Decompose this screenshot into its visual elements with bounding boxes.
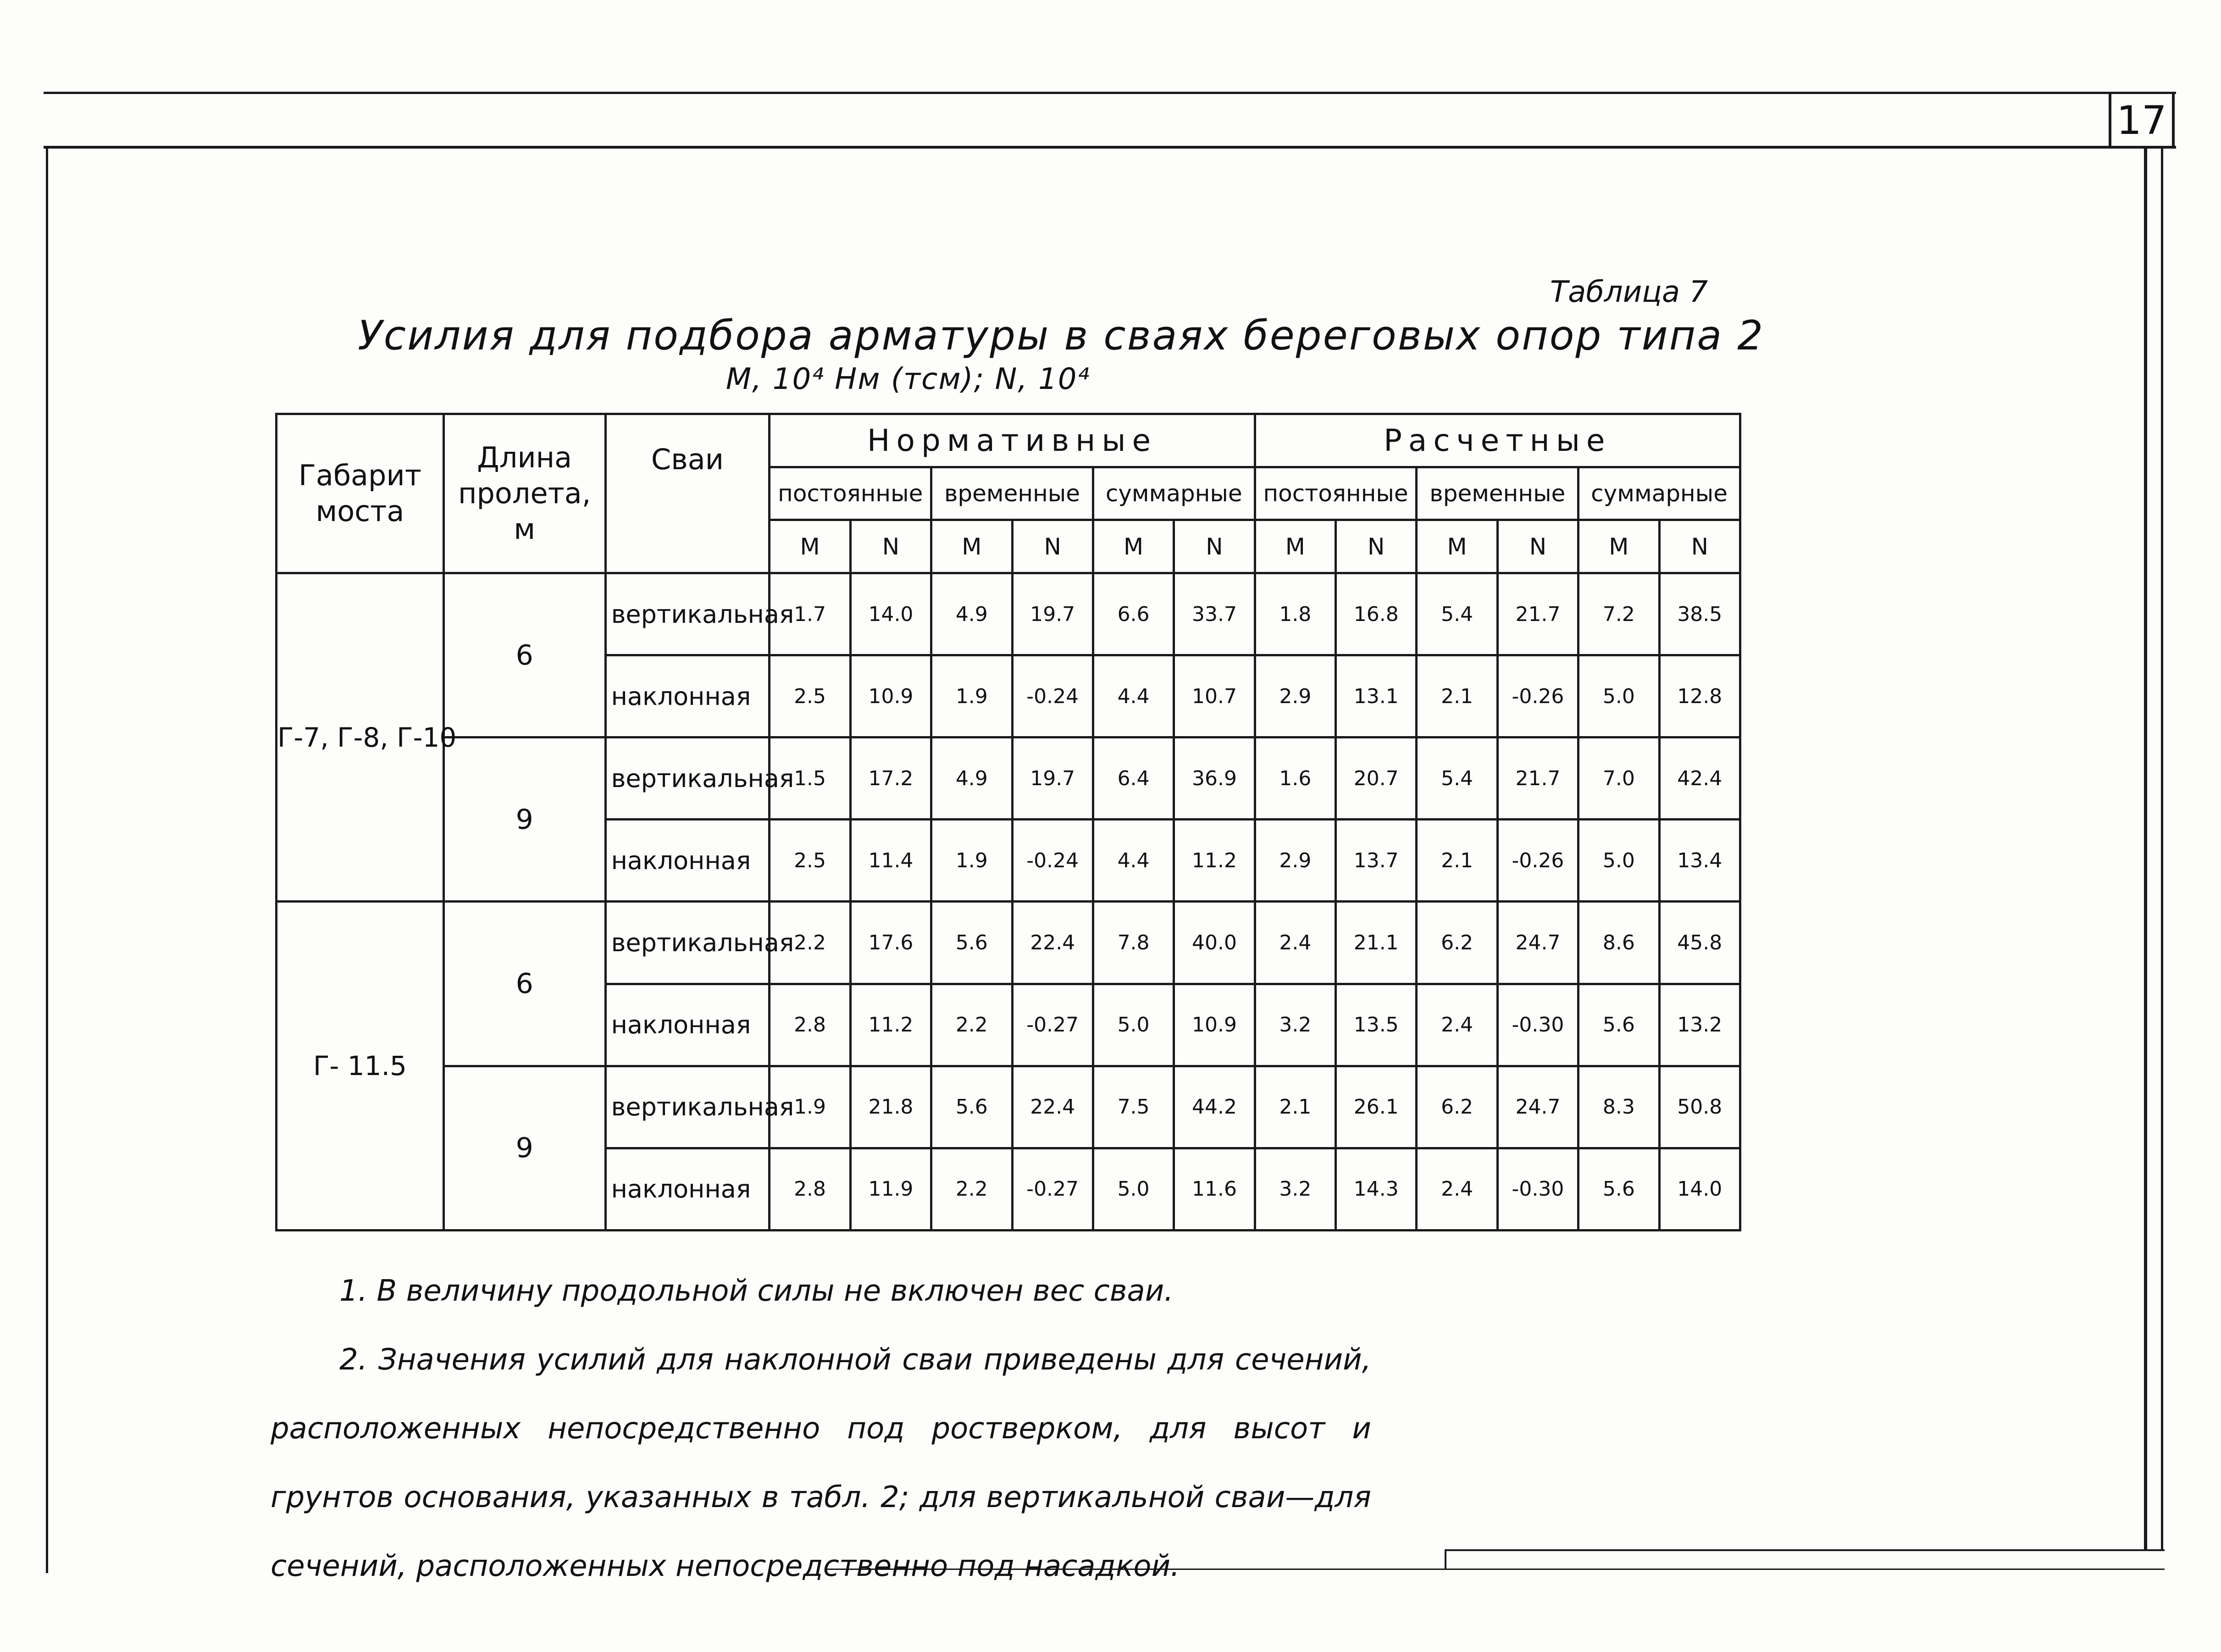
cell-value: 6.6: [1093, 573, 1174, 655]
cell-value: 6.2: [1417, 902, 1497, 984]
table-title: Усилия для подбора арматуры в сваях береговых опор типа 2: [358, 312, 1765, 359]
cell-value: 40.0: [1174, 902, 1255, 984]
cell-value: 5.6: [1579, 1148, 1659, 1230]
cell-value: 36.9: [1174, 737, 1255, 820]
frame-right-outer-border: [2161, 147, 2163, 1550]
cell-span-length: 9: [443, 737, 605, 902]
cell-value: 2.5: [770, 655, 850, 737]
note-2: 2. Значения усилий для наклонной сваи приведены для сечений, расположенных непосредственно под ростверком, для высот и грунтов основания, указанных в табл. 2; для вертикальной сваи—для сечений, расположенных непосредственно под насадкой.: [271, 1343, 1371, 1583]
cell-value: 5.6: [931, 1066, 1012, 1148]
header-n: N: [1174, 520, 1255, 573]
cell-value: 2.4: [1417, 1148, 1497, 1230]
cell-value: 17.2: [850, 737, 931, 820]
cell-value: 5.0: [1579, 820, 1659, 902]
frame-right-border: [2144, 147, 2147, 1550]
header-n: N: [1012, 520, 1093, 573]
cell-value: 42.4: [1659, 737, 1740, 820]
page-number: 17: [2116, 98, 2167, 144]
cell-value: 12.8: [1659, 655, 1740, 737]
cell-value: 1.7: [770, 573, 850, 655]
cell-pile-type: наклонная: [605, 984, 770, 1066]
cell-value: 1.9: [770, 1066, 850, 1148]
cell-span-length: 9: [443, 1066, 605, 1230]
cell-value: 13.1: [1336, 655, 1417, 737]
cell-pile-type: вертикальная: [605, 1066, 770, 1148]
cell-value: 5.0: [1093, 1148, 1174, 1230]
cell-value: 1.9: [931, 655, 1012, 737]
page-number-box-right: [2172, 94, 2175, 146]
notes: [271, 1257, 1371, 1601]
cell-value: 11.4: [850, 820, 931, 902]
cell-value: 4.4: [1093, 820, 1174, 902]
cell-value: 2.9: [1255, 655, 1335, 737]
cell-value: 7.8: [1093, 902, 1174, 984]
cell-bridge-size: Г- 11.5: [277, 902, 444, 1231]
title-block-top: [1445, 1549, 2165, 1551]
cell-value: 4.4: [1093, 655, 1174, 737]
cell-pile-type: вертикальная: [605, 902, 770, 984]
cell-value: 7.5: [1093, 1066, 1174, 1148]
cell-pile-type: вертикальная: [605, 573, 770, 655]
cell-value: 2.1: [1255, 1066, 1335, 1148]
header-design-permanent: постоянные: [1255, 467, 1417, 520]
cell-value: 10.9: [850, 655, 931, 737]
cell-value: 6.2: [1417, 1066, 1497, 1148]
header-design-temporary: временные: [1417, 467, 1579, 520]
cell-value: 4.9: [931, 573, 1012, 655]
header-m: M: [770, 520, 850, 573]
frame-left-border: [46, 147, 48, 1573]
cell-value: 38.5: [1659, 573, 1740, 655]
table-row: [277, 573, 1740, 655]
forces-table-body: [277, 414, 1740, 1231]
cell-value: 24.7: [1497, 1066, 1578, 1148]
cell-value: 50.8: [1659, 1066, 1740, 1148]
table-row: [277, 737, 1740, 820]
cell-value: 2.5: [770, 820, 850, 902]
header-span: Длина пролета, м: [443, 414, 605, 573]
cell-value: 5.4: [1417, 573, 1497, 655]
header-n: N: [1497, 520, 1578, 573]
cell-value: 3.2: [1255, 984, 1335, 1066]
cell-value: 2.2: [770, 902, 850, 984]
cell-value: 10.7: [1174, 655, 1255, 737]
cell-value: 45.8: [1659, 902, 1740, 984]
cell-value: 13.5: [1336, 984, 1417, 1066]
cell-span-length: 6: [443, 902, 605, 1066]
cell-value: 7.0: [1579, 737, 1659, 820]
cell-value: 2.8: [770, 984, 850, 1066]
header-m: M: [1417, 520, 1497, 573]
header-piles: Сваи: [605, 414, 770, 573]
cell-value: 1.6: [1255, 737, 1335, 820]
cell-value: 1.5: [770, 737, 850, 820]
cell-value: 21.7: [1497, 737, 1578, 820]
cell-value: -0.30: [1497, 1148, 1578, 1230]
cell-value: 22.4: [1012, 1066, 1093, 1148]
header-n: N: [850, 520, 931, 573]
units-line: M, 10⁴ Нм (тсм); N, 10⁴: [726, 362, 1091, 396]
cell-pile-type: наклонная: [605, 655, 770, 737]
cell-value: 22.4: [1012, 902, 1093, 984]
cell-value: 8.3: [1579, 1066, 1659, 1148]
cell-value: 2.2: [931, 984, 1012, 1066]
cell-value: 2.2: [931, 1148, 1012, 1230]
cell-value: 5.4: [1417, 737, 1497, 820]
cell-bridge-size: Г-7, Г-8, Г-10: [277, 573, 444, 902]
cell-value: 14.0: [1659, 1148, 1740, 1230]
header-m: M: [1579, 520, 1659, 573]
cell-value: 2.4: [1417, 984, 1497, 1066]
cell-value: 26.1: [1336, 1066, 1417, 1148]
cell-value: 11.9: [850, 1148, 931, 1230]
cell-value: 4.9: [931, 737, 1012, 820]
header-design: Расчетные: [1255, 414, 1740, 467]
forces-table: [275, 413, 1741, 1231]
cell-value: 8.6: [1579, 902, 1659, 984]
header-n: N: [1659, 520, 1740, 573]
table-row: [277, 902, 1740, 984]
cell-value: 19.7: [1012, 737, 1093, 820]
cell-value: 19.7: [1012, 573, 1093, 655]
table-label: Таблица 7: [1550, 275, 1708, 309]
cell-value: 20.7: [1336, 737, 1417, 820]
header-normative-permanent: постоянные: [770, 467, 931, 520]
cell-value: 14.3: [1336, 1148, 1417, 1230]
cell-value: 21.8: [850, 1066, 931, 1148]
cell-value: 3.2: [1255, 1148, 1335, 1230]
cell-value: 14.0: [850, 573, 931, 655]
cell-pile-type: наклонная: [605, 820, 770, 902]
cell-value: 11.2: [1174, 820, 1255, 902]
cell-value: 44.2: [1174, 1066, 1255, 1148]
cell-value: 17.6: [850, 902, 931, 984]
cell-value: -0.27: [1012, 1148, 1093, 1230]
cell-value: -0.26: [1497, 655, 1578, 737]
header-normative-temporary: временные: [931, 467, 1093, 520]
cell-value: 2.4: [1255, 902, 1335, 984]
cell-value: 2.9: [1255, 820, 1335, 902]
cell-value: -0.24: [1012, 820, 1093, 902]
cell-value: 1.9: [931, 820, 1012, 902]
header-m: M: [1255, 520, 1335, 573]
cell-value: 33.7: [1174, 573, 1255, 655]
top-rule: [44, 92, 2176, 94]
header-n: N: [1336, 520, 1417, 573]
cell-pile-type: вертикальная: [605, 737, 770, 820]
cell-value: 11.2: [850, 984, 931, 1066]
cell-value: 13.7: [1336, 820, 1417, 902]
cell-value: 2.1: [1417, 655, 1497, 737]
cell-value: -0.24: [1012, 655, 1093, 737]
cell-value: 5.6: [1579, 984, 1659, 1066]
cell-value: 13.4: [1659, 820, 1740, 902]
header-normative: Нормативные: [770, 414, 1255, 467]
header-normative-total: суммарные: [1093, 467, 1255, 520]
cell-value: 10.9: [1174, 984, 1255, 1066]
note-1: 1. В величину продольной силы не включен вес сваи.: [339, 1274, 1174, 1308]
cell-value: 21.1: [1336, 902, 1417, 984]
title-block-left: [1445, 1549, 1446, 1569]
header-m: M: [931, 520, 1012, 573]
frame-top-border: [44, 146, 2176, 149]
header-m: M: [1093, 520, 1174, 573]
cell-pile-type: наклонная: [605, 1148, 770, 1230]
cell-value: 5.0: [1093, 984, 1174, 1066]
header-design-total: суммарные: [1579, 467, 1740, 520]
cell-value: 2.1: [1417, 820, 1497, 902]
cell-value: 5.0: [1579, 655, 1659, 737]
cell-span-length: 6: [443, 573, 605, 737]
cell-value: 1.8: [1255, 573, 1335, 655]
cell-value: -0.26: [1497, 820, 1578, 902]
cell-value: 21.7: [1497, 573, 1578, 655]
cell-value: -0.30: [1497, 984, 1578, 1066]
cell-value: 5.6: [931, 902, 1012, 984]
cell-value: 24.7: [1497, 902, 1578, 984]
header-size: Габарит моста: [277, 414, 444, 573]
table-row: [277, 1066, 1740, 1148]
cell-value: 13.2: [1659, 984, 1740, 1066]
cell-value: 2.8: [770, 1148, 850, 1230]
cell-value: 7.2: [1579, 573, 1659, 655]
cell-value: 16.8: [1336, 573, 1417, 655]
cell-value: 6.4: [1093, 737, 1174, 820]
cell-value: -0.27: [1012, 984, 1093, 1066]
cell-value: 11.6: [1174, 1148, 1255, 1230]
